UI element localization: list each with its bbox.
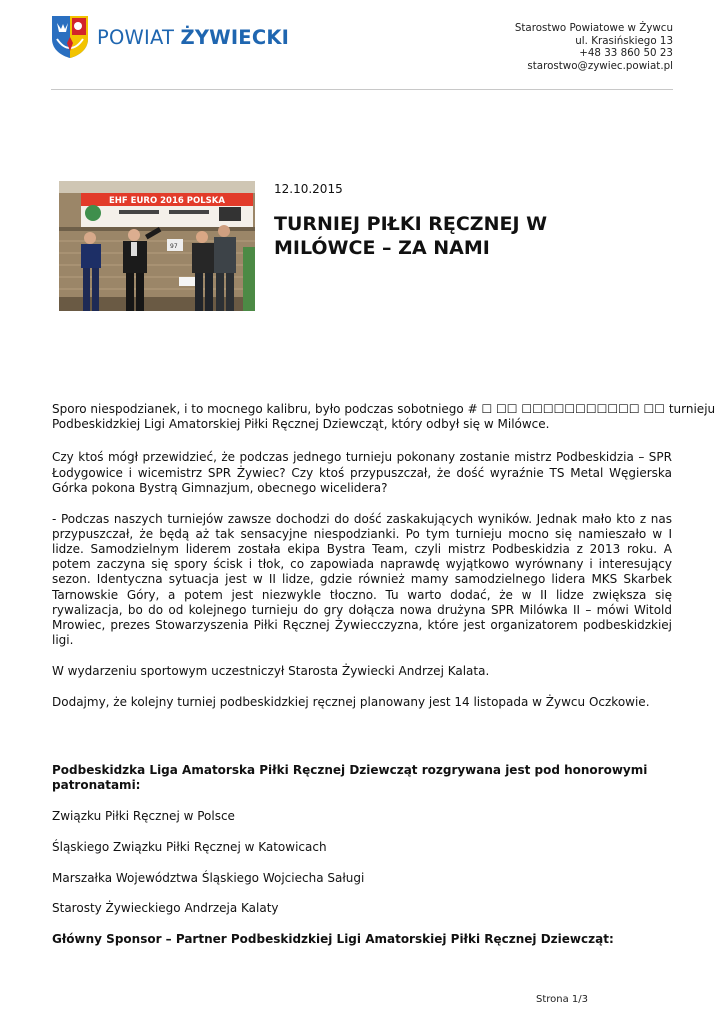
article-photo[interactable] (59, 181, 255, 311)
article-date: 12.10.2015 (274, 182, 343, 196)
paragraph-starosta: W wydarzeniu sportowym uczestniczył Starosta Żywiecki Andrzej Kalata. (52, 663, 490, 678)
paragraph-questions: Czy ktoś mógł przewidzieć, że podczas jednego turnieju pokonany zostanie mistrz Podbeskidzia – SPR Łodygowice i wicemistrz SPR Żywiec? Czy ktoś przypuszczał, że dość wyraźnie TS Metal Węgierska Górka pokona Bystrą Gimnazjum, obecnego wicelidera? (52, 450, 672, 495)
contact-block (515, 22, 673, 72)
article-body (52, 402, 716, 963)
page-number: Strona 1/3 (535, 994, 588, 1005)
patron-item: Związku Piłki Ręcznej w Polsce (52, 809, 235, 824)
paragraph-intro (52, 402, 716, 432)
paragraph-next-tournament: Dodajmy, że kolejny turniej podbeskidzkiej ręcznej planowany jest 14 listopada w Żywcu Oczkowie. (52, 694, 650, 709)
article-title-line-1: TURNIEJ PIŁKI RĘCZNEJ W (274, 213, 548, 235)
article-title-line-2: MILÓWCE – ZA NAMI (274, 237, 490, 259)
logo-text-light: POWIAT (97, 25, 181, 49)
office-phone[interactable]: +48 33 860 50 23 (579, 47, 673, 59)
article-title (274, 212, 674, 260)
paragraph-intro-line-2: Podbeskidzkiej Ligi Amatorskiej Piłki Ręcznej Dziewcząt, który odbył się w Milówce. (52, 417, 550, 432)
powiat-logo[interactable] (51, 15, 289, 59)
patron-item: Śląskiego Związku Piłki Ręcznej w Katowicach (52, 839, 327, 854)
svg-text:97: 97 (170, 243, 178, 250)
photo-banner-text: EHF EURO 2016 POLSKA (109, 196, 225, 206)
patron-item: Starosty Żywieckiego Andrzeja Kalaty (52, 901, 279, 916)
paragraph-quote: - Podczas naszych turniejów zawsze dochodzi do dość zaskakujących wyników. Jednak mało kto z nas przypuszczał, że będą aż tak sensacyjne niespodzianki. Po tym turnieju mocno się namieszało w I lidze. Samodzielnym liderem została ekipa Bystra Team, czyli mistrz Podbeskidzia z 2013 roku. A potem zaczyna się spory ścisk i tłok, co zapowiada naprawdę wyjątkowo wyrównany i interesujący sezon. Identyczna sytuacja jest w II lidze, gdzie również mamy samodzielnego lidera MKS Skarbek Tarnowskie Góry, a potem jest niezwykle tłoczno. Tu warto dodać, że w II lidze zwiększa się rywalizacja, bo do od kolejnego turnieju do gry dołącza nowa drużyna SPR Milówka II – mówi Witold Mrowiec, prezes Stowarzyszenia Piłki Ręcznej Żywiecczyzna, które jest organizatorem podbeskidzkiej ligi. (52, 511, 672, 648)
event-photo-image (59, 181, 255, 311)
header-divider (51, 89, 673, 90)
coat-of-arms-icon (51, 15, 89, 59)
patron-item: Marszałka Województwa Śląskiego Wojciecha Saługi (52, 870, 365, 885)
page-header (0, 0, 725, 95)
patronage-heading: Podbeskidzka Liga Amatorska Piłki Ręcznej Dziewcząt rozgrywana jest pod honorowymi patronatami: (52, 763, 648, 793)
office-name: Starostwo Powiatowe w Żywcu (514, 22, 673, 34)
logo-text (97, 26, 289, 49)
office-address: ul. Krasińskiego 13 (575, 34, 673, 47)
logo-text-bold: ŻYWIECKI (180, 25, 290, 49)
paragraph-intro-line-1: Sporo niespodzianek, i to mocnego kalibru, było podczas sobotniego # ☐ ☐☐ ☐☐☐☐☐☐☐☐☐☐☐ ☐☐ turnieju (52, 402, 716, 416)
office-email[interactable]: starostwo@zywiec.powiat.pl (527, 59, 673, 72)
sponsor-heading: Główny Sponsor – Partner Podbeskidzkiej Ligi Amatorskiej Piłki Ręcznej Dziewcząt: (52, 931, 614, 946)
